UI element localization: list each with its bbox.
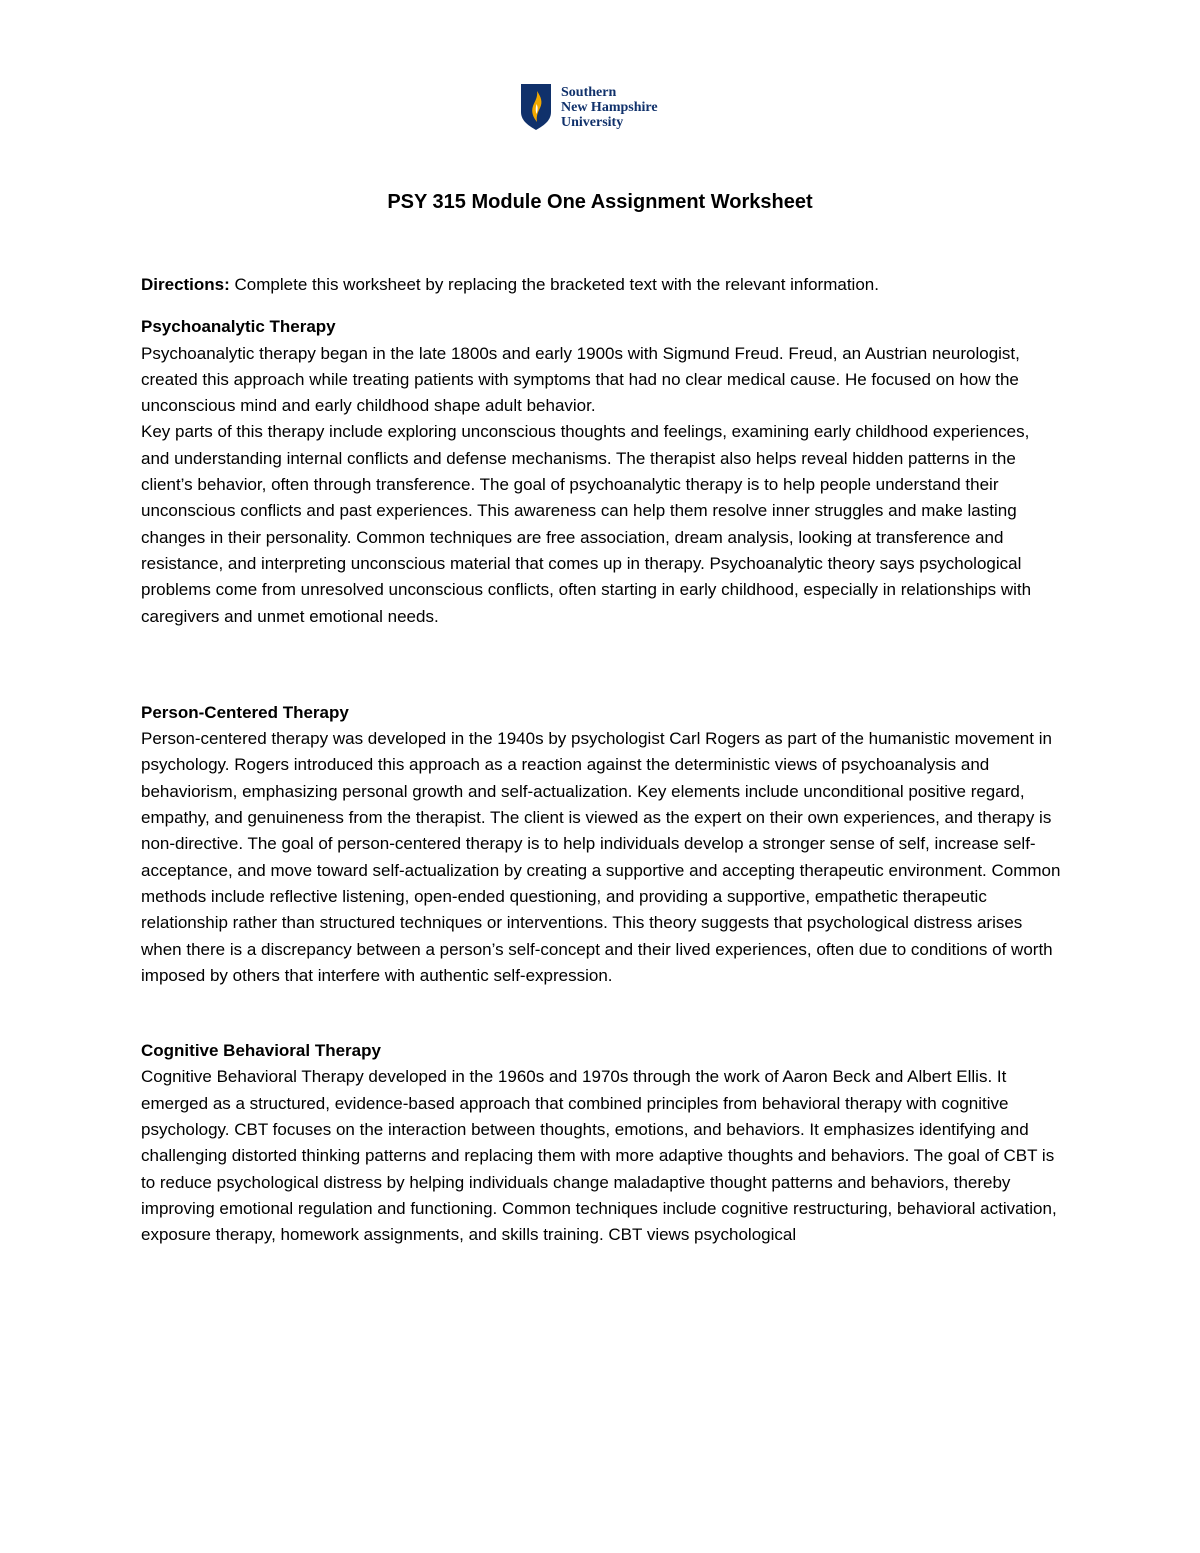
shield-logo-icon [521,84,551,130]
university-logo [521,84,658,130]
section-paragraph: Psychoanalytic therapy began in the late 1800s and early 1900s with Sigmund Freud. Freud, an Austrian neurologist, created this approach while treating patients with symptoms that had no clear medical cause. He focused on how the unconscious mind and early childhood shape adult behavior. [141,343,1020,416]
section-heading-psychoanalytic: Psychoanalytic Therapy [141,317,336,337]
directions-label: Directions: [141,275,230,294]
section-heading-person-centered: Person-Centered Therapy [141,702,349,722]
section-paragraph: Person-centered therapy was developed in the 1940s by psychologist Carl Rogers as part of the humanistic movement in psychology. Rogers introduced this approach as a reaction against the deterministic views of psychoanalysis and behaviorism, emphasizing personal growth and self-actualization. Key elements include unconditional positive regard, empathy, and genuineness from the therapist. The client is viewed as the expert on their own experiences, and therapy is non-directive. The goal of person-centered therapy is to help individuals develop a stronger sense of self, increase self-acceptance, and move toward self-actualization by creating a supportive and accepting therapeutic environment. Common methods include reflective listening, open-ended questioning, and providing a supportive, empathetic therapeutic relationship rather than structured techniques or interventions. This theory suggests that psychological distress arises when there is a discrepancy between a person’s self-concept and their lived experiences, often due to conditions of worth imposed by others that interfere with authentic self-expression. [141,729,1061,985]
wordmark-line-3: University [561,114,624,130]
section-paragraph: Cognitive Behavioral Therapy developed in the 1960s and 1970s through the work of Aaron Beck and Albert Ellis. It emerged as a structured, evidence-based approach that combined principles from behavioral therapy with cognitive psychology. CBT focuses on the interaction between thoughts, emotions, and behaviors. It emphasizes identifying and challenging distorted thinking patterns and replacing them with more adaptive thoughts and behaviors. The goal of CBT is to reduce psychological distress by helping individuals change maladaptive thought patterns and behaviors, thereby improving emotional regulation and functioning. Common techniques include cognitive restructuring, behavioral activation, exposure therapy, homework assignments, and skills training. CBT views psychological [141,1067,1057,1245]
section-heading-cbt: Cognitive Behavioral Therapy [141,1041,381,1061]
directions-text: Complete this worksheet by replacing the bracketed text with the relevant information. [229,275,879,294]
wordmark-line-1: Southern [561,84,617,100]
worksheet-body [141,272,1061,1249]
section-paragraph: Key parts of this therapy include exploring unconscious thoughts and feelings, examining early childhood experiences, and understanding internal conflicts and defense mechanisms. The therapist also helps reveal hidden patterns in the client’s behavior, often through transference. The goal of psychoanalytic therapy is to help people understand their unconscious conflicts and past experiences. This awareness can help them resolve inner struggles and make lasting changes in their personality. Common techniques are free association, dream analysis, looking at transference and resistance, and interpreting unconscious material that comes up in therapy. Psychoanalytic theory says psychological problems come from unresolved unconscious conflicts, often starting in early childhood, especially in relationships with caregivers and unmet emotional needs. [141,422,1032,626]
wordmark-line-2: New Hampshire [561,99,658,115]
directions [141,272,1061,298]
page-title: PSY 315 Module One Assignment Worksheet [387,191,813,213]
university-wordmark [561,85,658,130]
